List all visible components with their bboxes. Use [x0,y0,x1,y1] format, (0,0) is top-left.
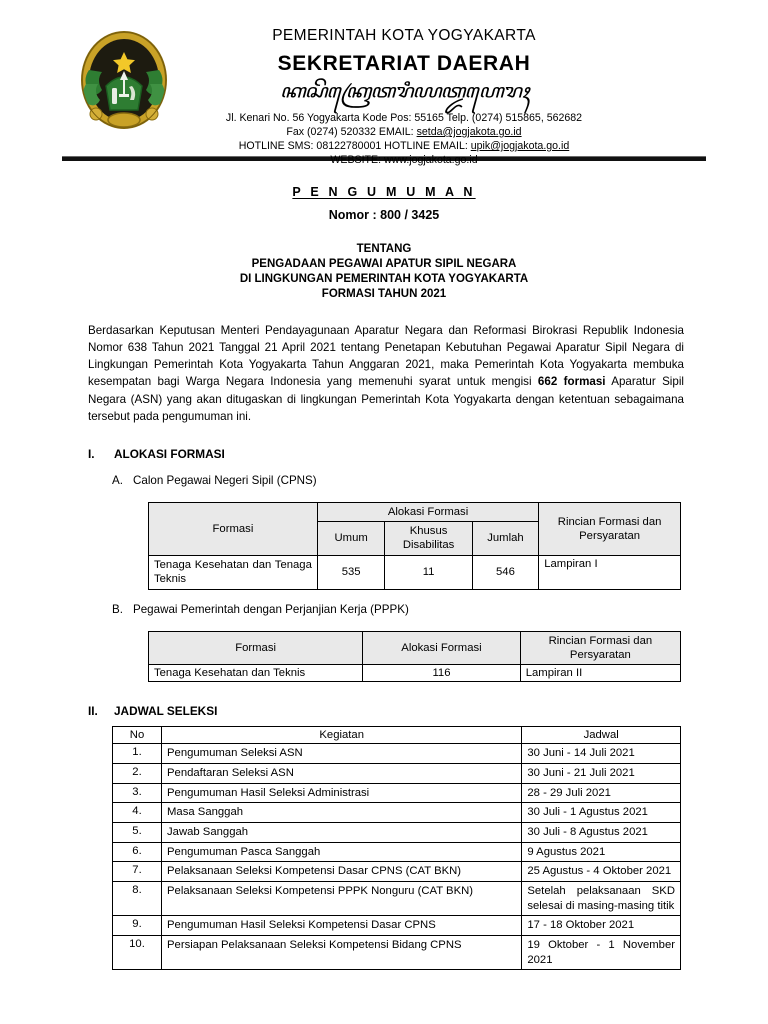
schedule-cell-no: 3. [113,783,162,803]
schedule-cell-jadwal: 30 Juli - 1 Agustus 2021 [522,803,681,823]
schedule-cell-no: 9. [113,916,162,936]
schedule-cell-jadwal: 9 Agustus 2021 [522,842,681,862]
tentang-label: TENTANG [356,243,412,255]
schedule-cell-kegiatan: Jawab Sanggah [162,823,522,843]
address-line: Jl. Kenari No. 56 Yogyakarta Kode Pos: 55165 Telp. (0274) 515865, 562682 [225,111,583,124]
table-row [113,842,681,862]
document-body [88,322,684,970]
cpns-header-rincian: Rincian Formasi dan Persyaratan [539,502,681,555]
schedule-cell-no: 4. [113,803,162,823]
cpns-header-jumlah: Jumlah [472,522,539,555]
table-row [113,744,681,764]
subsection-a-title: Calon Pegawai Negeri Sipil (CPNS) [133,473,317,487]
subsection-a-letter: A. [112,473,123,487]
subsection-a-heading [112,474,684,487]
schedule-cell-kegiatan: Pelaksanaan Seleksi Kompetensi Dasar CPNS (CAT BKN) [162,862,522,882]
office-name: SEKRETARIAT DAERAH [277,52,531,76]
fax-label: Fax (0274) 520332 EMAIL: [286,125,417,138]
setda-email-link[interactable]: setda@jogjakota.go.id [416,125,522,138]
schedule-cell-jadwal: 17 - 18 Oktober 2021 [522,916,681,936]
formasi-count-bold: 662 formasi [537,375,606,389]
schedule-cell-kegiatan: Pelaksanaan Seleksi Kompetensi PPPK Nonguru (CAT BKN) [162,882,522,916]
cpns-cell-umum: 535 [317,555,385,589]
intro-paragraph [88,322,684,425]
table-row [113,764,681,784]
section-1-title: ALOKASI FORMASI [114,446,225,461]
cpns-allocation-table [148,502,681,590]
schedule-cell-jadwal: Setelah pelaksanaan SKD selesai di masing-masing titik [522,882,681,916]
cpns-cell-khusus: 11 [385,555,472,589]
schedule-cell-kegiatan: Pengumuman Seleksi ASN [162,744,522,764]
schedule-table-header-row [113,727,681,744]
section-2-heading [88,704,684,718]
section-2-title: JADWAL SELEKSI [114,704,218,719]
pppk-cell-alokasi: 116 [363,665,521,682]
subsection-b-letter: B. [112,602,123,616]
schedule-cell-no: 2. [113,764,162,784]
section-2-number: II. [88,704,98,719]
website-line: WEBSITE: www.jogjakota.go.id [330,154,478,167]
schedule-cell-jadwal: 19 Oktober - 1 November 2021 [522,936,681,970]
pppk-cell-formasi: Tenaga Kesehatan dan Teknis [149,665,363,682]
cpns-table-wrapper [148,502,684,590]
hotline-line [60,139,748,153]
schedule-cell-no: 1. [113,744,162,764]
table-row [113,862,681,882]
schedule-table-wrapper [112,726,684,970]
table-row [149,555,681,589]
pppk-table-wrapper [148,631,684,682]
cpns-table-header-row-1 [149,502,681,521]
schedule-cell-no: 5. [113,823,162,843]
cpns-cell-jumlah: 546 [472,555,539,589]
schedule-cell-kegiatan: Persiapan Pelaksanaan Seleksi Kompetensi Bidang CPNS [162,936,522,970]
announcement-title-line-2: DI LINGKUNGAN PEMERINTAH KOTA YOGYAKARTA [239,273,529,285]
table-row [113,916,681,936]
schedule-cell-no: 8. [113,882,162,916]
pppk-header-formasi: Formasi [149,631,363,664]
schedule-cell-kegiatan: Pengumuman Pasca Sanggah [162,842,522,862]
table-row [113,803,681,823]
subsection-b-title: Pegawai Pemerintah dengan Perjanjian Kerja (PPPK) [133,602,409,616]
pppk-table-header-row [149,631,681,664]
cpns-cell-rincian: Lampiran I [539,555,681,589]
intro-part-1: Berdasarkan Keputusan Menteri Pendayagunaan Aparatur Negara dan Reformasi Birokrasi Republik Indonesia Nomor 638 Tahun 2021 Tanggal 21 April 2021 tentang Penetapan Kebutuhan Pegawai Aparatur Sipil Negara di Lingkungan Pemerintah Kota Yogyakarta Tahun Anggaran 2021, maka Pemerintah Kota Yogyakarta membuka kesempatan bagi Warga Negara Indonesia yang memenuhi syarat untuk mengisi [88,324,684,389]
letterhead [0,0,768,167]
schedule-header-no: No [113,727,162,744]
table-row [113,783,681,803]
table-row [113,936,681,970]
schedule-cell-jadwal: 28 - 29 Juli 2021 [522,783,681,803]
schedule-cell-jadwal: 30 Juli - 8 Agustus 2021 [522,823,681,843]
schedule-header-kegiatan: Kegiatan [162,727,522,744]
section-1-heading [88,447,684,461]
pppk-cell-rincian: Lampiran II [520,665,680,682]
pppk-header-rincian: Rincian Formasi dan Persyaratan [520,631,680,664]
schedule-cell-jadwal: 30 Juni - 21 Juli 2021 [522,764,681,784]
cpns-header-alokasi-group: Alokasi Formasi [317,502,538,521]
intro-part-2: Aparatur Sipil Negara (ASN) yang akan ditugaskan di lingkungan Pemerintah Kota Yogyakarta dengan ketentuan sebagaimana tersebut pada pengumuman ini. [88,375,684,423]
table-row [149,665,681,682]
announcement-title-line-1: PENGADAAN PEGAWAI APATUR SIPIL NEGARA [251,258,517,270]
schedule-cell-no: 6. [113,842,162,862]
section-1-number: I. [88,446,95,461]
schedule-header-jadwal: Jadwal [522,727,681,744]
schedule-cell-jadwal: 30 Juni - 14 Juli 2021 [522,744,681,764]
javanese-script-line: ꦏꦱꦼꦏꦿꦺꦠꦫꦶꦪꦠ꧀ꦢꦲꦺꦫꦃ [279,79,529,102]
selection-schedule-table [112,726,681,970]
cpns-cell-formasi: Tenaga Kesehatan dan Tenaga Teknis [149,555,318,589]
upik-email-link[interactable]: upik@jogjakota.go.id [470,140,570,153]
schedule-cell-kegiatan: Masa Sanggah [162,803,522,823]
hotline-label: HOTLINE SMS: 08122780001 HOTLINE EMAIL: [238,140,471,153]
cpns-header-umum: Umum [317,522,385,555]
cpns-header-khusus: Khusus Disabilitas [385,522,472,555]
announcement-number: Nomor : 800 / 3425 [328,208,440,222]
schedule-cell-kegiatan: Pengumuman Hasil Seleksi Kompetensi Dasar CPNS [162,916,522,936]
pppk-allocation-table [148,631,681,682]
announcement-heading: P E N G U M U M A N [292,185,476,199]
schedule-cell-kegiatan: Pengumuman Hasil Seleksi Administrasi [162,783,522,803]
schedule-cell-kegiatan: Pendaftaran Seleksi ASN [162,764,522,784]
schedule-table-body [113,744,681,970]
table-row [113,823,681,843]
announcement-title-line-3: FORMASI TAHUN 2021 [321,288,447,300]
schedule-cell-no: 7. [113,862,162,882]
pppk-header-alokasi: Alokasi Formasi [363,631,521,664]
schedule-cell-no: 10. [113,936,162,970]
schedule-cell-jadwal: 25 Agustus - 4 Oktober 2021 [522,862,681,882]
table-row [113,882,681,916]
announcement-header [0,183,768,300]
government-name: PEMERINTAH KOTA YOGYAKARTA [272,27,536,44]
subsection-b-heading [112,603,684,616]
cpns-header-formasi: Formasi [149,502,318,555]
